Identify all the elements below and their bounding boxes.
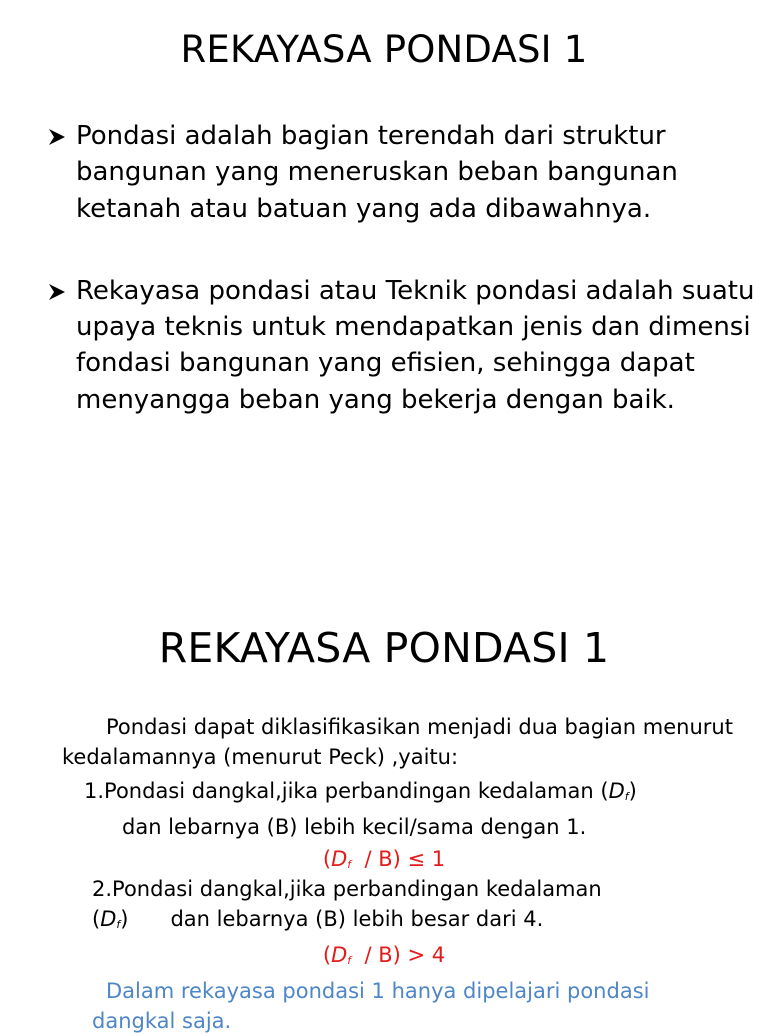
arrow-bullet-icon (48, 128, 66, 146)
intro-paragraph (62, 712, 742, 772)
depth-subscript: f (624, 790, 629, 803)
depth-symbol: D (608, 779, 625, 803)
formula-2-rest: / B) > 4 (351, 943, 446, 967)
item-1-line-1: 1.Pondasi dangkal,jika perbandingan kedalaman ( (84, 779, 609, 803)
formula-1-subscript: f (347, 858, 352, 871)
slide-2-title: REKAYASA PONDASI 1 (158, 624, 610, 672)
bullet-item (48, 118, 760, 227)
classification-item-1: 1.Pondasi dangkal,jika perbandingan kedalaman $(D_f)$ dan lebarnya (B) lebih kecil/sama dengan 1. (84, 776, 744, 842)
bullet-text: Rekayasa pondasi atau Teknik pondasi adalah suatu upaya teknis untuk mendapatkan jenis dan dimensi fondasi bangunan yang efisien, sehingga dapat menyangga beban yang bekerja dengan baik. (76, 275, 755, 415)
formula-1-rest: / B) ≤ 1 (351, 847, 446, 871)
bullet-list (48, 118, 760, 464)
formula-2-open: ( (322, 943, 332, 967)
arrow-bullet-icon (48, 283, 66, 301)
note-text-block (92, 976, 692, 1036)
formula-2-symbol: D (331, 943, 348, 967)
formula-2 (0, 940, 768, 976)
bullet-item (48, 273, 760, 418)
slide-1-title: REKAYASA PONDASI 1 (180, 28, 588, 71)
intro-text: Pondasi dapat diklasifikasikan menjadi dua bagian menurut kedalamannya (menurut Peck) ,yaitu: (62, 715, 733, 769)
bullet-text: Pondasi adalah bagian terendah dari struktur bangunan yang meneruskan beban bangunan ketanah atau batuan yang ada dibawahnya. (76, 121, 678, 224)
item-1-line-2: dan lebarnya (B) lebih kecil/sama dengan 1. (122, 815, 587, 839)
classification-item-2: 2.Pondasi dangkal,jika perbandingan kedalaman $(D_f)$ dan lebarnya (B) lebih besar dari 4. (92, 877, 602, 931)
slide-2 (0, 576, 768, 1033)
formula-1-symbol: D (331, 847, 348, 871)
note-text: Dalam rekayasa pondasi 1 hanya dipelajari pondasi dangkal saja. (92, 979, 650, 1033)
item-2-subscript: f (116, 918, 121, 931)
formula-1-open: ( (322, 847, 332, 871)
formula-2-subscript: f (347, 954, 352, 967)
item-2-line-1: 2.Pondasi dangkal,jika perbandingan kedalaman (92, 877, 602, 901)
item-2-line-2: dan lebarnya (B) lebih besar dari 4. (170, 907, 544, 931)
item-2-symbol: D (100, 907, 117, 931)
